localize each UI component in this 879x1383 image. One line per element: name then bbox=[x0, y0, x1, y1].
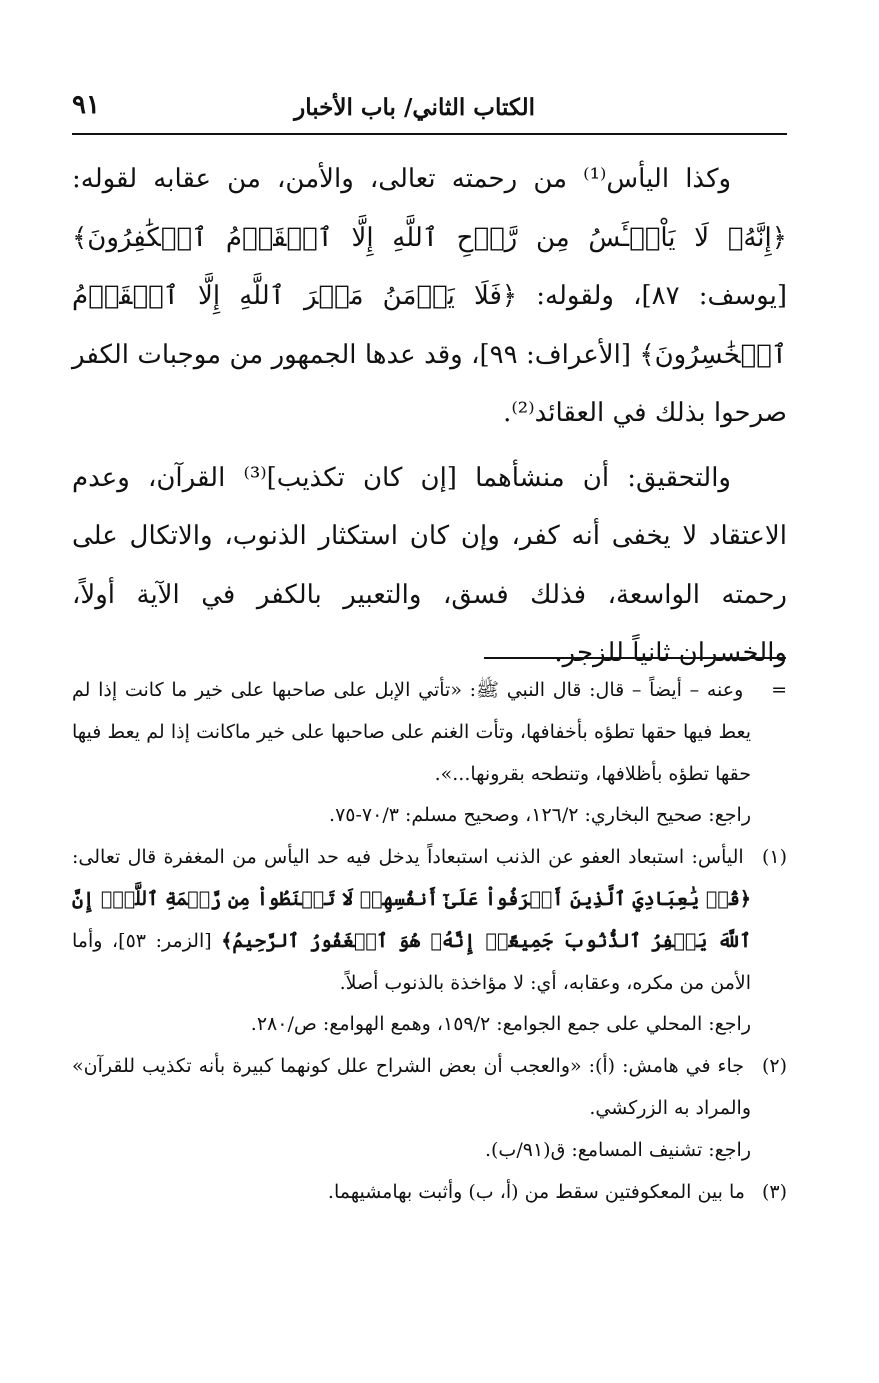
footnote-text: وعنه – أيضاً – قال: قال النبي ﷺ: «تأتي الإبل على صاحبها على خير ما كانت إذا لم يعط فيها حقها تطؤه بأخفافها، وتأت الغنم على صاحبها على خير ماكانت إذا لم يعط فيها حقها تطؤه بأظلافها، وتنطحه بقرونها...». bbox=[72, 679, 751, 785]
running-title: الكتاب الثاني/ باب الأخبار bbox=[294, 94, 535, 121]
footnote-text: [الزمر: ٥٣]، وأما الأمن من مكره، وعقابه، أي: لا مؤاخذة بالذنوب أصلاً. bbox=[72, 929, 751, 994]
footnote-text: ما بين المعكوفتين سقط من (أ، ب) وأثبت بهامشيهما. bbox=[327, 1180, 745, 1203]
footnote-text: جاء في هامش: (أ): «والعجب أن بعض الشراح علل كونهما كبيرة بأنه تكذيب للقرآن» والمراد به الزركشي. bbox=[72, 1055, 751, 1119]
page-number: ٩١ bbox=[72, 90, 100, 120]
footnote-marker: (٢) bbox=[761, 1055, 787, 1078]
header-rule bbox=[72, 133, 787, 135]
footnote-reference: راجع: المحلي على جمع الجوامع: ١٥٩/٢، وهمع الهوامع: ص/٢٨٠. bbox=[250, 1013, 751, 1036]
footnote-rule bbox=[484, 657, 786, 659]
page-header bbox=[72, 88, 787, 128]
footnote-1 bbox=[72, 837, 787, 1004]
footnote-marker: (٣) bbox=[761, 1180, 787, 1203]
footnotes bbox=[72, 670, 787, 1213]
footnote-text: اليأس: استبعاد العفو عن الذنب استبعاداً يدخل فيه حد اليأس من المغفرة قال تعالى: bbox=[72, 846, 744, 869]
footnote-3 bbox=[72, 1172, 787, 1214]
main-text bbox=[72, 150, 787, 683]
footnote-marker: (١) bbox=[761, 846, 788, 869]
quran-verse: ﴿قُلۡ يَٰعِبَادِيَ ٱلَّذِينَ أَسۡرَفُواْ عَلَىٰٓ أَنفُسِهِمۡ لَا تَقۡنَطُواْ مِن رَّحۡمَةِ ٱللَّهِۚ إِنَّ ٱللَّهَ يَغۡفِرُ ٱلذُّنُوبَ جَمِيعًاۚ إِنَّهُۥ هُوَ ٱلۡغَفُورُ ٱلرَّحِيمُ﴾ bbox=[72, 887, 751, 952]
footnote-reference: راجع: صحيح البخاري: ١٢٦/٢، وصحيح مسلم: ٧٠/٣-٧٥. bbox=[329, 804, 751, 827]
paragraph: والتحقيق: أن منشأهما [إن كان تكذيب]⁽³⁾ القرآن، وعدم الاعتقاد لا يخفى أنه كفر، وإن كان استكثار الذنوب، والاتكال على رحمته الواسعة، فذلك فسق، والتعبير بالكفر في الآية أولاً، والخسران ثانياً للزجر. bbox=[72, 462, 787, 668]
footnote-marker: = bbox=[771, 679, 787, 701]
footnote-2 bbox=[72, 1046, 787, 1130]
footnote-continuation bbox=[72, 670, 787, 795]
paragraph: وكذا اليأس⁽¹⁾ من رحمته تعالى، والأمن، من عقابه لقوله: ﴿إِنَّهُۥ لَا يَاْيۡـَٔسُ مِن رَّوۡحِ ٱللَّهِ إِلَّا ٱلۡقَوۡمُ ٱلۡكَٰفِرُونَ﴾ [يوسف: ٨٧]، ولقوله: ﴿فَلَا يَأۡمَنُ مَكۡرَ ٱللَّهِ إِلَّا ٱلۡقَوۡمُ ٱلۡخَٰسِرُونَ﴾ [الأعراف: ٩٩]، وقد عدها الجمهور من موجبات الكفر صرحوا بذلك في العقائد⁽²⁾. bbox=[72, 164, 787, 428]
footnote-reference: راجع: تشنيف المسامع: ق(٩١/ب). bbox=[484, 1138, 751, 1161]
